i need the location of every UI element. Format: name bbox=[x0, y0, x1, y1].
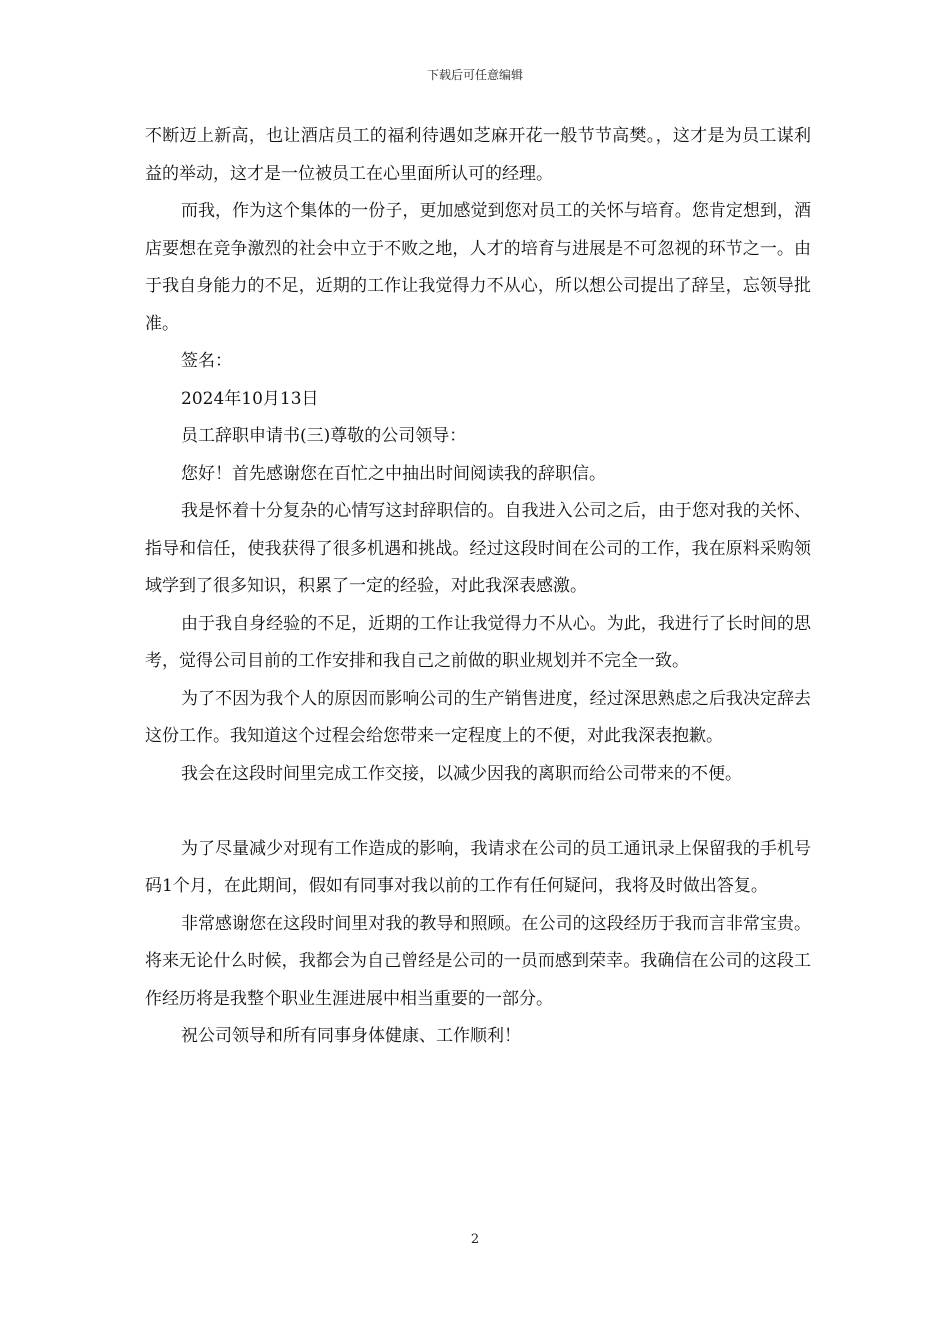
closing-wish: 祝公司领导和所有同事身体健康、工作顺利！ bbox=[181, 1026, 521, 1046]
paragraph: 我会在这段时间里完成工作交接，以减少因我的离职而给公司带来的不便。 bbox=[181, 763, 742, 784]
paragraph: 由于我自身经验的不足，近期的工作让我觉得力不从心。为此，我进行了长时间的思考，觉得公司目前的工作安排和我自己之前做的职业规划并不完全一致。 bbox=[145, 613, 811, 671]
paragraph: 为了尽量减少对现有工作造成的影响，我请求在公司的员工通讯录上保留我的手机号码1个月，在此期间，假如有同事对我以前的工作有任何疑问，我将及时做出答复。 bbox=[145, 838, 811, 896]
document-body bbox=[145, 118, 811, 1056]
signature-label: 签名： bbox=[181, 351, 232, 371]
letter-title: 员工辞职申请书(三)尊敬的公司领导： bbox=[181, 426, 467, 446]
greeting: 您好！首先感谢您在百忙之中抽出时间阅读我的辞职信。 bbox=[181, 463, 606, 484]
paragraph: 非常感谢您在这段时间里对我的教导和照顾。在公司的这段经历于我而言非常宝贵。将来无论什么时候，我都会为自己曾经是公司的一员而感到荣幸。我确信在公司的这段工作经历将是我整个职业生涯进展中相当重要的一部分。 bbox=[145, 913, 811, 1009]
paragraph: 而我，作为这个集体的一份子，更加感觉到您对员工的关怀与培育。您肯定想到，酒店要想在竞争激烈的社会中立于不败之地，人才的培育与进展是不可忽视的环节之一。由于我自身能力的不足，近期的工作让我觉得力不从心，所以想公司提出了辞呈，忘领导批准。 bbox=[145, 201, 811, 334]
page-header: 下载后可任意编辑 bbox=[426, 68, 523, 82]
paragraph: 我是怀着十分复杂的心情写这封辞职信的。自我进入公司之后，由于您对我的关怀、指导和信任，使我获得了很多机遇和挑战。经过这段时间在公司的工作，我在原料采购领域学到了很多知识，积累了一定的经验，对此我深表感激。 bbox=[145, 501, 811, 596]
paragraph-continuation: 不断迈上新高，也让酒店员工的福利待遇如芝麻开花一般节节高樊。，这才是为员工谋利益的举动，这才是一位被员工在心里面所认可的经理。 bbox=[145, 126, 811, 184]
date-line: 2024年10月13日 bbox=[181, 388, 319, 409]
paragraph: 为了不因为我个人的原因而影响公司的生产销售进度，经过深思熟虑之后我决定辞去这份工作。我知道这个过程会给您带来一定程度上的不便，对此我深表抱歉。 bbox=[145, 688, 811, 746]
page-number: 2 bbox=[470, 1232, 480, 1247]
blank-line bbox=[145, 793, 811, 831]
